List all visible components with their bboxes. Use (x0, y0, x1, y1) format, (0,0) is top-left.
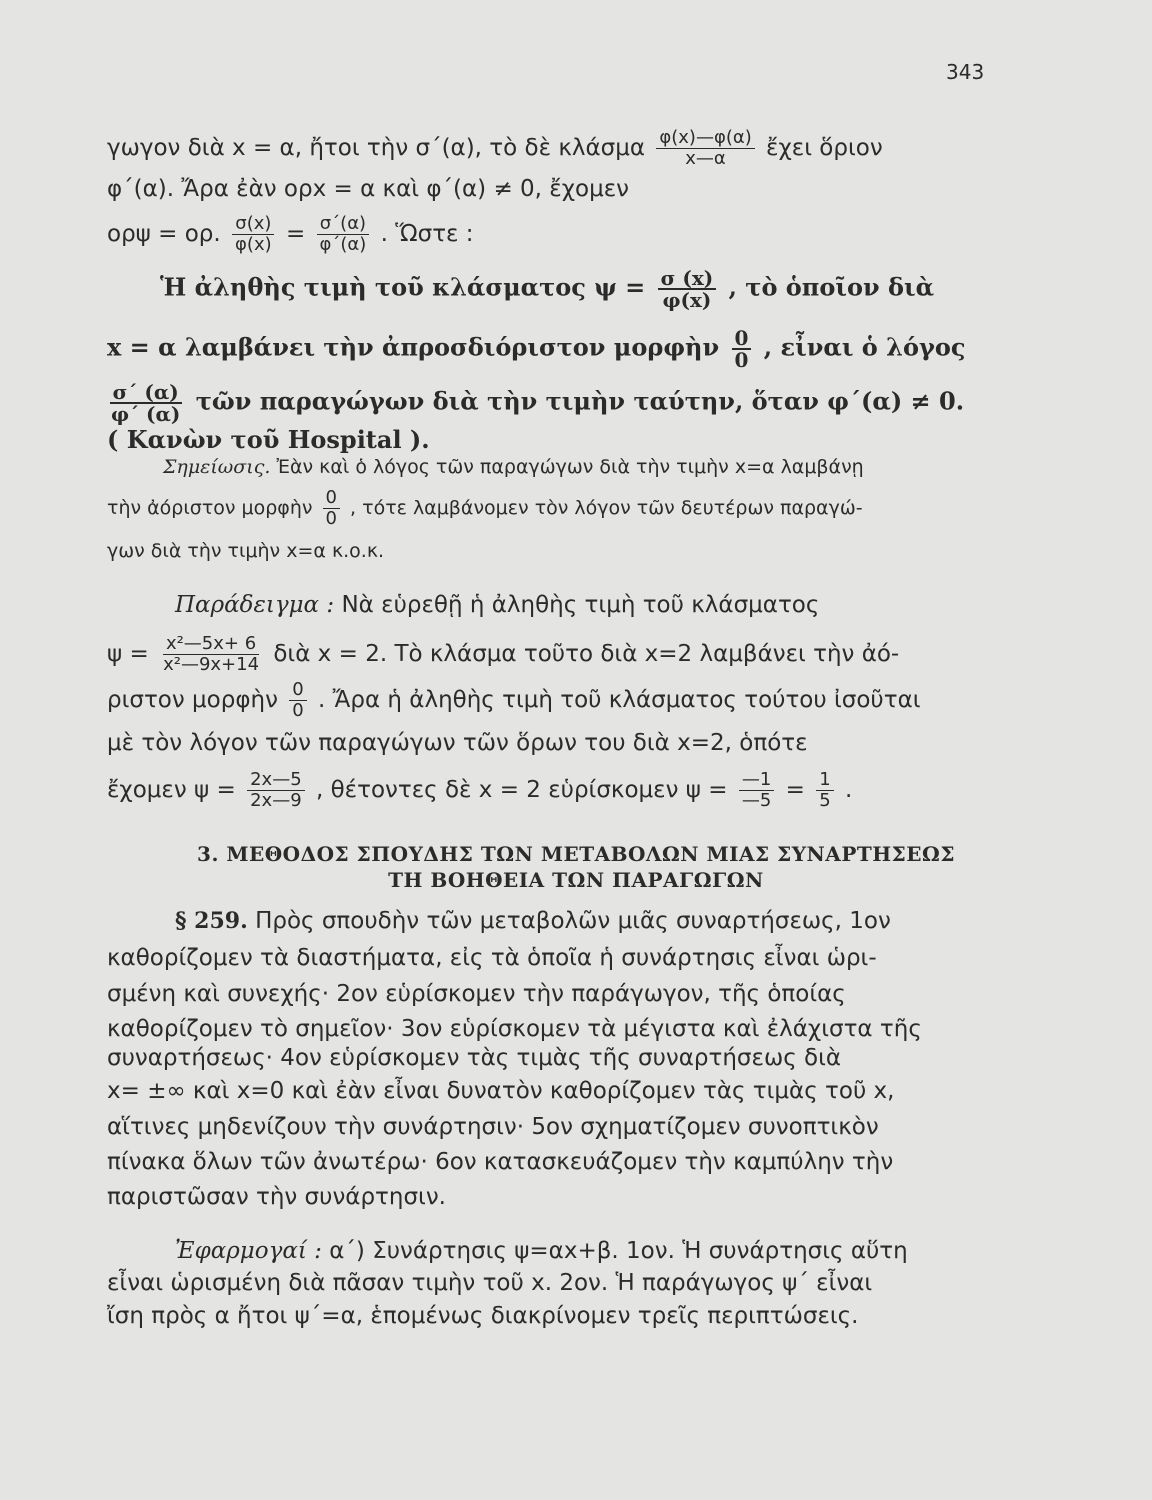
applications-line-3: ἴση πρὸς α ἤτοι ψ΄=α, ἑπομένως διακρίνομεν τρεῖς περιπτώσεις. (107, 1303, 859, 1329)
fraction: $\frac{\varphi(x)—\varphi(\alpha)}{x—\alpha}$ (656, 128, 754, 169)
para259-line-6: x= ±∞ καὶ x=0 καὶ ἐὰν εἶναι δυνατὸν καθορίζομεν τὰς τιμὰς τοῦ x, (107, 1078, 895, 1104)
fraction: $\frac{0}{0}$ (732, 328, 752, 370)
example-line-3 (107, 680, 921, 721)
text: , εἶναι ὁ λόγος (763, 332, 966, 362)
example-label: Παράδειγμα : (175, 592, 335, 618)
para259-line-7: αἵτινες μηδενίζουν τὴν συνάρτησιν· 5ον σχηματίζομεν συνοπτικὸν (107, 1114, 879, 1140)
text: Πρὸς σπουδὴν τῶν μεταβολῶν μιᾶς συναρτήσεως, 1ον (255, 908, 891, 934)
para259-line-4: καθορίζομεν τὸ σημεῖον· 3ον εὑρίσκομεν τὰ μέγιστα καὶ ἐλάχιστα τῆς (107, 1016, 922, 1042)
intro-line-1 (107, 128, 883, 169)
text: = (785, 777, 805, 803)
theorem-line-4: ( Κανὼν τοῦ Hospital ). (107, 425, 430, 454)
note-line-2 (107, 488, 863, 529)
para259-line-3: σμένη καὶ συνεχής· 2ον εὑρίσκομεν τὴν παράγωγον, τῆς ὁποίας (107, 981, 846, 1007)
text: ἔχει ὅριον (766, 135, 883, 161)
text: Ἐὰν καὶ ὁ λόγος τῶν παραγώγων διὰ τὴν τιμὴν x=α λαμβάνῃ (276, 456, 864, 478)
fraction: $\frac{0}{0}$ (323, 488, 340, 529)
text: . Ἄρα ἡ ἀληθὴς τιμὴ τοῦ κλάσματος τούτου ἰσοῦται (318, 687, 921, 713)
text: γωγον διὰ x = α, ἤτοι τὴν σ΄(α), τὸ δὲ κλάσμα (107, 135, 646, 161)
fraction: $\frac{0}{0}$ (289, 680, 306, 721)
text: . (844, 777, 853, 803)
applications-label: Ἐφαρμογαί : (175, 1238, 322, 1264)
intro-line-2: φ΄(α). Ἄρα ἐὰν ορx = α καὶ φ΄(α) ≠ 0, ἔχομεν (107, 176, 630, 202)
para259-line-2: καθορίζομεν τὰ διαστήματα, εἰς τὰ ὁποῖα ἡ συνάρτησις εἶναι ὡρι- (107, 945, 877, 971)
theorem-line-3 (104, 382, 964, 424)
fraction: $\frac{\sigma΄ (\alpha)}{\varphi΄ (\alpha)}$ (111, 380, 181, 426)
example-line-1 (175, 590, 819, 620)
fraction: $\frac{\text{x²—5x+ 6}}{\text{x²—9x+14}}$ (163, 633, 260, 675)
theorem-line-1 (160, 268, 934, 310)
text: ἔχομεν ψ = (107, 777, 236, 803)
fraction: $\frac{1}{5}$ (816, 770, 833, 811)
text: ριστον μορφὴν (107, 687, 278, 713)
applications-line-1 (175, 1236, 908, 1266)
text: , τότε λαμβάνομεν τὸν λόγον τῶν δευτέρων παραγώ- (350, 497, 863, 519)
example-line-2 (107, 634, 899, 675)
text: , θέτοντες δὲ x = 2 εὑρίσκομεν ψ = (315, 777, 728, 803)
text: τὴν ἀόριστον μορφὴν (107, 497, 313, 519)
fraction: $\frac{—1}{—5}$ (739, 770, 774, 811)
text: ψ = (107, 641, 149, 667)
text: ορψ = ορ. (107, 221, 221, 247)
fraction: $\frac{\sigma΄(\alpha)}{\varphi΄(\alpha)}$ (317, 214, 370, 255)
theorem-line-2 (107, 328, 965, 370)
note-line-1 (163, 452, 864, 482)
note-label: Σημείωσις. (163, 456, 271, 478)
text: Νὰ εὑρεθῇ ἡ ἀληθὴς τιμὴ τοῦ κλάσματος (341, 592, 820, 618)
section-title-line-2: ΤΗ ΒΟΗΘΕΙΑ ΤΩΝ ΠΑΡΑΓΩΓΩΝ (388, 868, 764, 892)
fraction: $\frac{\sigma(x)}{\varphi(x)}$ (232, 214, 275, 255)
para259-line-9: παριστῶσαν τὴν συνάρτησιν. (107, 1184, 446, 1210)
example-line-4: μὲ τὸν λόγον τῶν παραγώγων τῶν ὅρων του διὰ x=2, ὁπότε (107, 730, 808, 756)
text: . Ὥστε : (380, 221, 474, 247)
text: = (285, 221, 306, 247)
example-line-5 (107, 770, 852, 811)
text: α΄) Συνάρτησις ψ=αx+β. 1ον. Ἡ συνάρτησις αὕτη (329, 1238, 908, 1264)
fraction: $\frac{2x—5}{2x—9}$ (247, 770, 305, 811)
text: διὰ x = 2. Τὸ κλάσμα τοῦτο διὰ x=2 λαμβάνει τὴν ἀό- (273, 641, 900, 667)
applications-line-2: εἶναι ὡρισμένη διὰ πᾶσαν τιμὴν τοῦ x. 2ον. Ἡ παράγωγος ψ΄ εἶναι (107, 1270, 873, 1296)
paragraph-number: § 259. (175, 908, 248, 934)
para259-line-1 (175, 906, 891, 936)
text: x = α λαμβάνει τὴν ἀπροσδιόριστον μορφὴν (107, 332, 720, 362)
intro-line-3 (107, 214, 474, 255)
fraction: $\frac{\sigma (x)}{\varphi(x)}$ (658, 268, 717, 310)
para259-line-8: πίνακα ὅλων τῶν ἀνωτέρω· 6ον κατασκευάζομεν τὴν καμπύλην τὴν (107, 1149, 894, 1175)
text: , τὸ ὁποῖον διὰ (728, 272, 935, 302)
text: τῶν παραγώγων διὰ τὴν τιμὴν ταύτην, ὅταν φ΄(α) ≠ 0. (195, 386, 965, 416)
text: Ἡ ἀληθὴς τιμὴ τοῦ κλάσματος ψ = (160, 272, 646, 302)
page-number: 343 (946, 60, 985, 84)
section-title-line-1: 3. ΜΕΘΟΔΟΣ ΣΠΟΥΔΗΣ ΤΩΝ ΜΕΤΑΒΟΛΩΝ ΜΙΑΣ ΣΥΝΑΡΤΗΣΕΩΣ (197, 842, 955, 866)
note-line-3: γων διὰ τὴν τιμὴν x=α κ.ο.κ. (107, 540, 385, 562)
para259-line-5: συναρτήσεως· 4ον εὑρίσκομεν τὰς τιμὰς τῆς συναρτήσεως διὰ (107, 1045, 842, 1071)
